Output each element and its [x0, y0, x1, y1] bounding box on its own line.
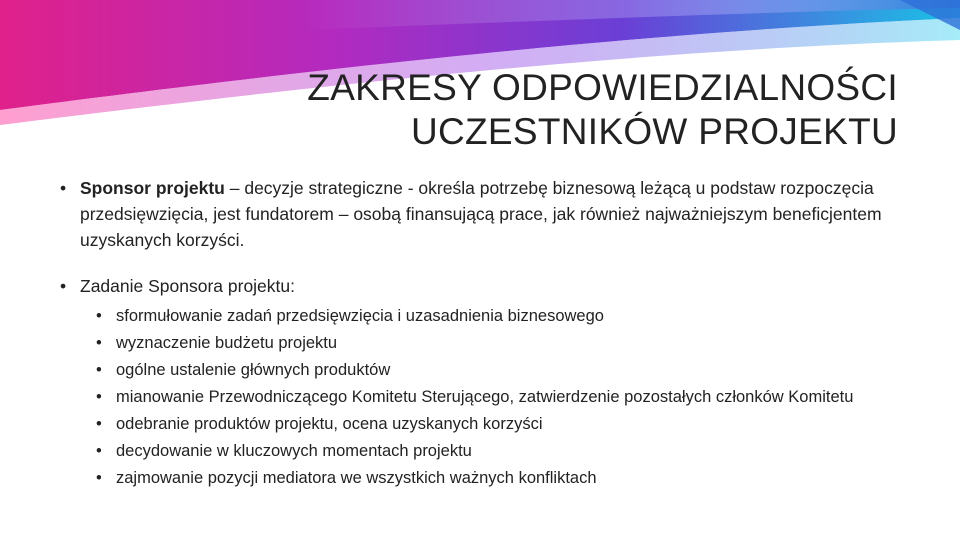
- list-item: [96, 467, 910, 490]
- list-item: [96, 386, 910, 409]
- task-text: mianowanie Przewodniczącego Komitetu Sterującego, zatwierdzenie pozostałych członków Komitetu: [116, 388, 854, 406]
- bullet-dot: •: [96, 388, 102, 406]
- content-body: [60, 175, 910, 494]
- bullet-dot: •: [60, 276, 67, 296]
- list-item: [96, 440, 910, 463]
- sponsor-term: Sponsor projektu: [80, 178, 225, 198]
- list-item: [96, 359, 910, 382]
- bullet-dot: •: [96, 361, 102, 379]
- title-line-1: ZAKRESY ODPOWIEDZIALNOŚCI: [307, 67, 898, 108]
- bullet-dot: •: [96, 469, 102, 487]
- bullet-tasks-heading: [60, 273, 910, 299]
- list-item: [96, 413, 910, 436]
- bullet-dot: •: [60, 178, 67, 198]
- page-title: [307, 66, 898, 154]
- sponsor-description: – decyzje strategiczne - określa potrzebę biznesową leżącą u podstaw rozpoczęcia przedsięwzięcia, jest fundatorem – osobą finansującą prace, jak również najważniejszym beneficjentem uzyskanych korzyści.: [80, 178, 882, 250]
- bullet-sponsor: [60, 175, 910, 253]
- list-item: [96, 332, 910, 355]
- bullet-dot: •: [96, 307, 102, 325]
- tasks-heading: Zadanie Sponsora projektu:: [80, 276, 295, 296]
- tasks-list: [60, 305, 910, 490]
- bullet-dot: •: [96, 442, 102, 460]
- title-line-2: UCZESTNIKÓW PROJEKTU: [410, 111, 898, 152]
- task-text: decydowanie w kluczowych momentach projektu: [116, 442, 472, 460]
- task-text: sformułowanie zadań przedsięwzięcia i uzasadnienia biznesowego: [116, 307, 604, 325]
- task-text: odebranie produktów projektu, ocena uzyskanych korzyści: [116, 415, 543, 433]
- bullet-dot: •: [96, 334, 102, 352]
- list-item: [96, 305, 910, 328]
- bullet-dot: •: [96, 415, 102, 433]
- task-text: zajmowanie pozycji mediatora we wszystkich ważnych konfliktach: [116, 469, 597, 487]
- task-text: wyznaczenie budżetu projektu: [116, 334, 338, 352]
- task-text: ogólne ustalenie głównych produktów: [116, 361, 391, 379]
